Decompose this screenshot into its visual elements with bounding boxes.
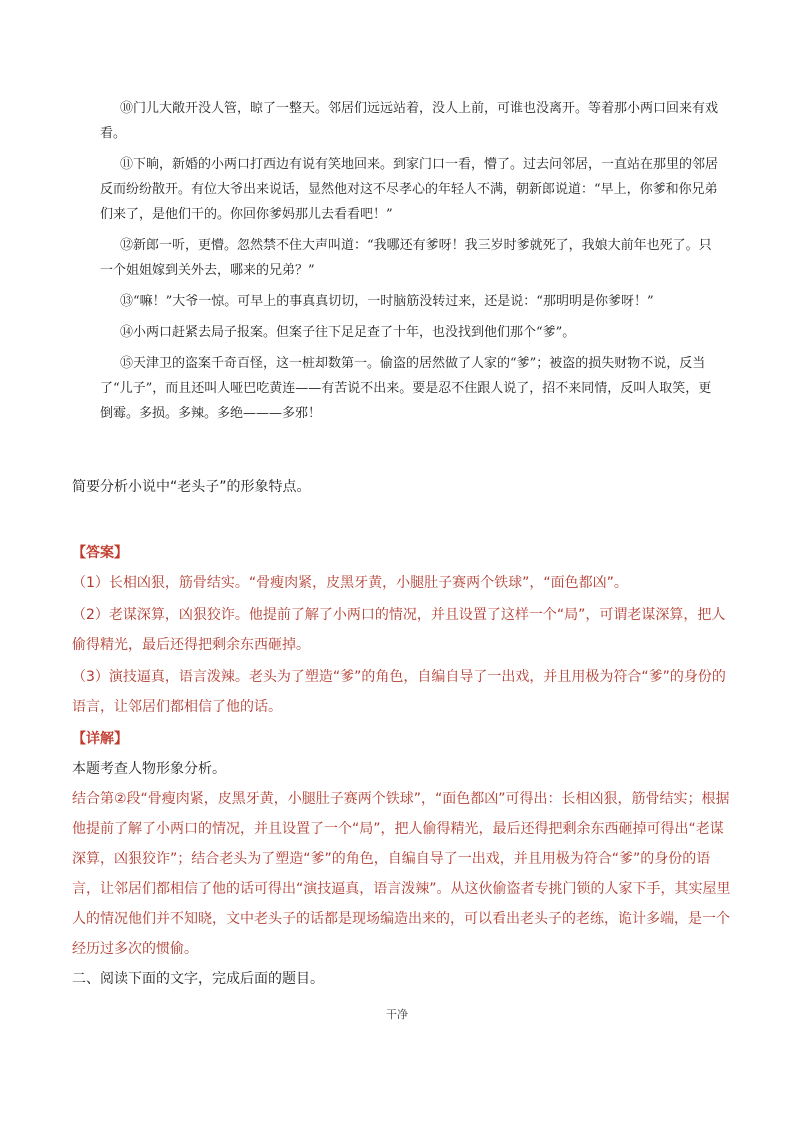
paragraph-14: ⑭小两口赶紧去局子报案。但案子往下足足查了十年，也没找到他们那个“爹”。 [120,325,576,340]
detail-intro: 本题考查人物形象分析。 [72,761,226,777]
paragraph-10: ⑩门儿大敞开没人管，晾了一整天。邻居们远远站着，没人上前，可谁也没离开。等着那小两口回来有戏看。 [100,101,719,141]
answer-item-1: （1）长相凶狠，筋骨结实。“骨瘦肉紧，皮黑牙黄，小腿肚子赛两个铁球”，“面色都凶”。 [72,575,628,591]
page-footer: 干净 [386,1008,408,1021]
paragraph-15: ⑮天津卫的盗案千奇百怪，这一桩却数第一。偷盗的居然做了人家的“爹”；被盗的损失财物不说，反当了“儿子”，而且还叫人哑巴吃黄连——有苦说不出来。要是忍不住跟人说了，招不来同情，反叫人取笑，更倒霉。多损。多辣。多绝———多邪！ [100,356,712,421]
next-section-heading: 二、阅读下面的文字，完成后面的题目。 [72,971,324,987]
story-excerpt [100,96,724,432]
answer-label: 【答案】 [72,545,128,561]
question-text: 简要分析小说中“老头子”的形象特点。 [72,479,311,495]
paragraph-13: ⑬“嘛！”大爷一惊。可早上的事真真切切，一时脑筋没转过来，还是说：“那明明是你爹呀！” [120,294,654,309]
answer-item-3: （3）演技逼真，语言泼辣。老头为了塑造“爹”的角色，自编自导了一出戏，并且用极为符合“爹”的身份的语言，让邻居们都相信了他的话。 [72,669,726,715]
paragraph-11: ⑪下晌，新婚的小两口打西边有说有笑地回来。到家门口一看，懵了。过去问邻居，一直站在那里的邻居反而纷纷散开。有位大爷出来说话，显然他对这不尽孝心的年轻人不满，朝新郎说道：“早上，你爹和你兄弟们来了，是他们干的。你回你爹妈那儿去看看吧！” [100,157,719,222]
detail-body: 结合第②段“骨瘦肉紧，皮黑牙黄，小腿肚子赛两个铁球”，“面色都凶”可得出：长相凶狠，筋骨结实；根据他提前了解了小两口的情况，并且设置了一个“局”，把人偷得精光，最后还得把剩余东西砸掉可得出“老谋深算，凶狠狡诈”；结合老头为了塑造“爹”的角色，自编自导了一出戏，并且用极为符合“爹”的身份的语言，让邻居们都相信了他的话可得出“演技逼真，语言泼辣”。从这伙偷盗者专挑门锁的人家下手，其实屋里人的情况他们并不知晓，文中老头子的话都是现场编造出来的，可以看出老头子的老练，诡计多端，是一个经历过多次的惯偷。 [72,791,731,957]
answer-item-2: （2）老谋深算，凶狠狡诈。他提前了解了小两口的情况，并且设置了这样一个“局”，可谓老谋深算，把人偷得精光，最后还得把剩余东西砸掉。 [72,607,726,653]
paragraph-12: ⑫新郎一听，更懵。忽然禁不住大声叫道：“我哪还有爹呀！我三岁时爹就死了，我娘大前年也死了。只一个姐姐嫁到关外去，哪来的兄弟？” [100,238,712,278]
answer-section [72,538,732,994]
detail-label: 【详解】 [72,731,128,747]
